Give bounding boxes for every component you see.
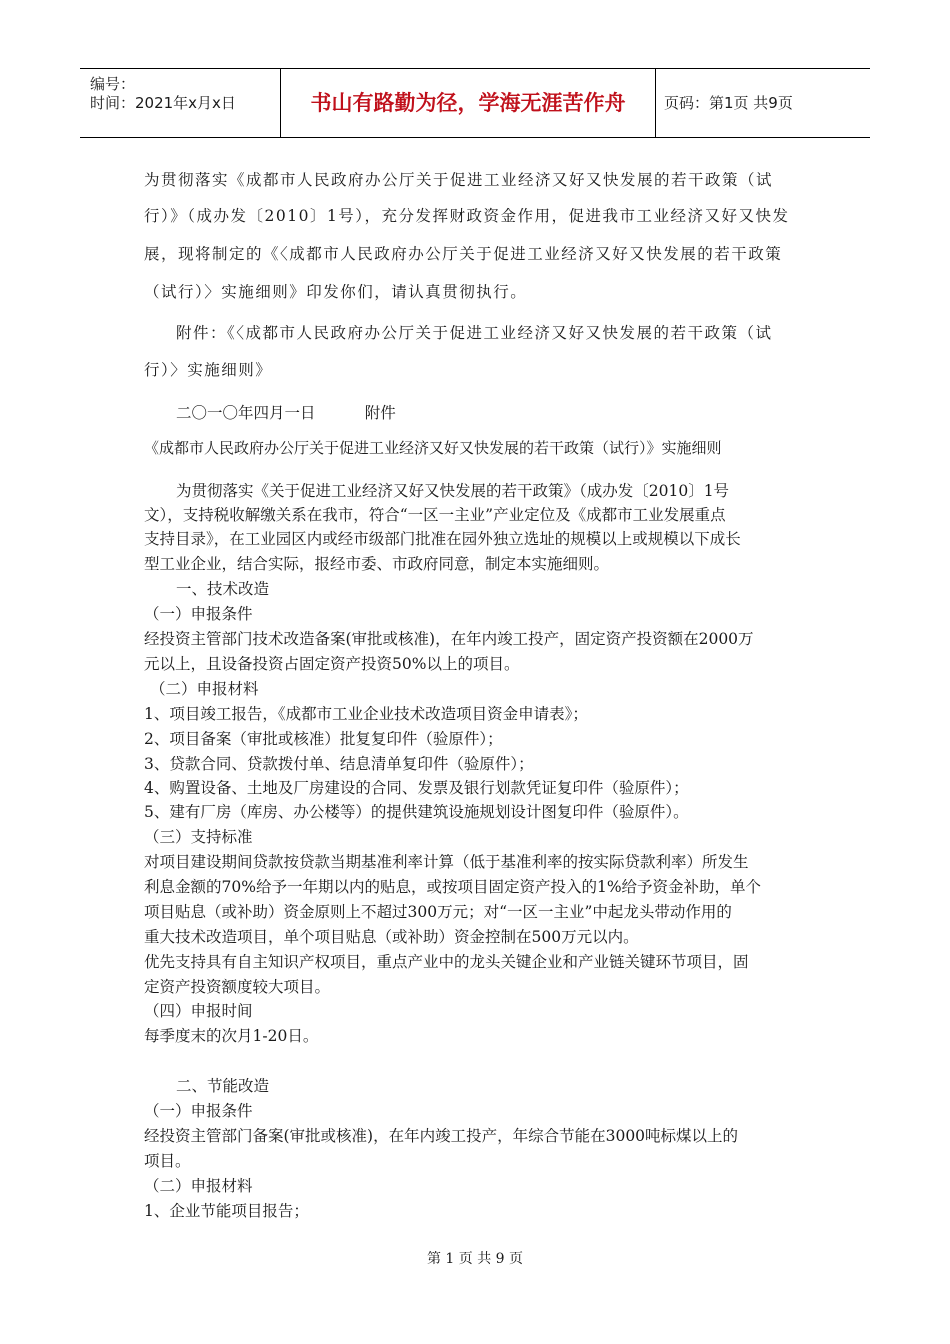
body-line: 支持目录》，在工业园区内或经市级部门批准在园外独立选址的规模以上或规模以下成长 [144, 530, 741, 548]
body-line: 利息金额的70%给予一年期以内的贴息，或按项目固定资产投入的1%给予资金补助，单个 [144, 878, 762, 896]
body-line: 元以上，且设备投资占固定资产投资50%以上的项目。 [144, 655, 520, 673]
section-heading: 一、技术改造 [176, 580, 270, 598]
body-line: 经投资主管部门技术改造备案(审批或核准)，在年内竣工投产，固定资产投资额在2000万 [144, 630, 754, 648]
list-item: 4、购置设备、土地及厂房建设的合同、发票及银行划款凭证复印件（验原件）； [144, 779, 689, 797]
body-line: 对项目建设期间贷款按贷款当期基准利率计算（低于基准利率的按实际贷款利率）所发生 [144, 853, 749, 871]
body-line: 为贯彻落实《关于促进工业经济又好又快发展的若干政策》（成办发〔2010〕1号 [176, 482, 730, 500]
body-line: 重大技术改造项目，单个项目贴息（或补助）资金控制在500万元以内。 [144, 928, 639, 946]
subsection-heading: （一）申报条件 [144, 1102, 253, 1120]
header-meta-cell [80, 69, 281, 137]
body-line: 项目贴息（或补助）资金原则上不超过300万元；对“一区一主业”中起龙头带动作用的 [144, 903, 732, 921]
time-label: 时间：2021年x月x日 [90, 94, 236, 112]
intro-line: 展，现将制定的《〈成都市人民政府办公厅关于促进工业经济又好又快发展的若干政策 [144, 245, 783, 263]
body-line: 优先支持具有自主知识产权项目，重点产业中的龙头关键企业和产业链关键环节项目，固 [144, 953, 749, 971]
intro-line: 行）》（成办发〔2010〕1号），充分发挥财政资金作用，促进我市工业经济又好又快发 [144, 207, 790, 225]
attachment-line: 行）〉实施细则》 [144, 361, 273, 379]
header-motto: 书山有路勤为径，学海无涯苦作舟 [281, 69, 656, 137]
list-item: 1、项目竣工报告，《成都市工业企业技术改造项目资金申请表》； [144, 705, 588, 723]
subsection-heading: （一）申报条件 [144, 605, 253, 623]
list-item: 3、贷款合同、贷款拨付单、结息清单复印件（验原件）； [144, 755, 534, 773]
section-heading: 二、节能改造 [176, 1077, 270, 1095]
header-page-label: 页码：第1页 共9页 [664, 94, 793, 112]
page-header [80, 68, 870, 138]
body-line: 项目。 [144, 1152, 191, 1170]
body-line: 型工业企业，结合实际，报经市委、市政府同意，制定本实施细则。 [144, 555, 610, 573]
intro-line: （试行）〉实施细则》印发你们，请认真贯彻执行。 [144, 283, 528, 301]
page-footer: 第 1 页 共 9 页 [426, 1251, 524, 1267]
document-title: 《成都市人民政府办公厅关于促进工业经济又好又快发展的若干政策（试行）》实施细则 [144, 439, 722, 457]
body-line: 经投资主管部门备案(审批或核准)，在年内竣工投产，年综合节能在3000吨标煤以上的 [144, 1127, 739, 1145]
intro-line: 为贯彻落实《成都市人民政府办公厅关于促进工业经济又好又快发展的若干政策（试 [144, 171, 774, 189]
subsection-heading: （三）支持标准 [144, 828, 253, 846]
list-item: 1、企业节能项目报告； [144, 1202, 309, 1220]
list-item: 2、项目备案（审批或核准）批复复印件（验原件）； [144, 730, 503, 748]
body-line: 每季度末的次月1-20日。 [144, 1027, 319, 1045]
subsection-heading: （二）申报材料 [150, 680, 259, 698]
body-line: 定资产投资额度较大项目。 [144, 978, 331, 996]
date-line: 二〇一〇年四月一日 附件 [176, 404, 396, 422]
list-item: 5、建有厂房（库房、办公楼等）的提供建筑设施规划设计图复印件（验原件）。 [144, 803, 689, 821]
attachment-line: 附件：《〈成都市人民政府办公厅关于促进工业经济又好又快发展的若干政策（试 [176, 324, 773, 342]
number-label: 编号： [90, 75, 136, 93]
body-line: 文），支持税收解缴关系在我市，符合“一区一主业”产业定位及《成都市工业发展重点 [144, 506, 726, 524]
subsection-heading: （四）申报时间 [144, 1002, 253, 1020]
subsection-heading: （二）申报材料 [144, 1177, 253, 1195]
